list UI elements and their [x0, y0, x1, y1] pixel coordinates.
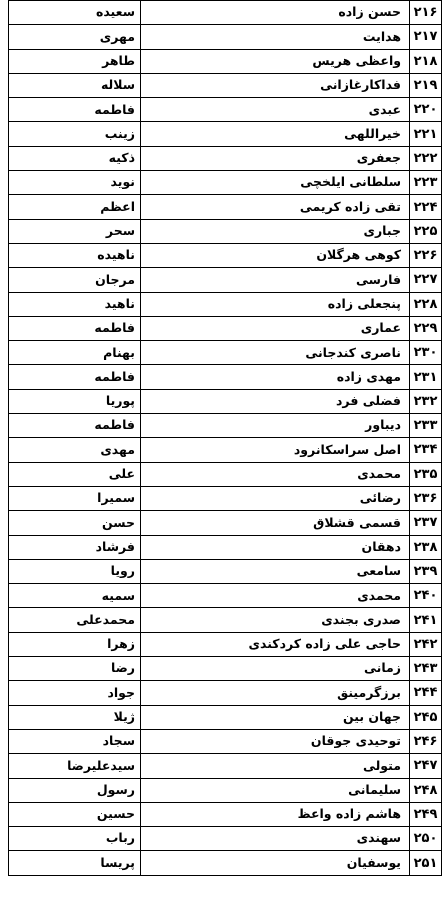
first-name-cell: نوید [9, 171, 141, 195]
last-name-cell: سلطانی ایلخچی [141, 171, 410, 195]
last-name-cell: دهقان [141, 535, 410, 559]
row-number-cell: ۲۳۱ [410, 365, 442, 389]
last-name-cell: ناصری کندجانی [141, 341, 410, 365]
table-row [9, 243, 442, 267]
table-row [9, 778, 442, 802]
table-row [9, 389, 442, 413]
first-name-cell: مهدی [9, 438, 141, 462]
last-name-cell: هدایت [141, 25, 410, 49]
table-row [9, 219, 442, 243]
table-row [9, 171, 442, 195]
last-name-cell: فارسی [141, 268, 410, 292]
first-name-cell: فاطمه [9, 98, 141, 122]
row-number-cell: ۲۴۴ [410, 681, 442, 705]
row-number-cell: ۲۲۱ [410, 122, 442, 146]
row-number-cell: ۲۱۸ [410, 49, 442, 73]
first-name-cell: بهنام [9, 341, 141, 365]
first-name-cell: جواد [9, 681, 141, 705]
last-name-cell: عماری [141, 316, 410, 340]
table-body [9, 1, 442, 876]
last-name-cell: فداکارغازانی [141, 73, 410, 97]
row-number-cell: ۲۲۷ [410, 268, 442, 292]
first-name-cell: سمیرا [9, 486, 141, 510]
first-name-cell: ذکیه [9, 146, 141, 170]
row-number-cell: ۲۱۷ [410, 25, 442, 49]
row-number-cell: ۲۳۲ [410, 389, 442, 413]
row-number-cell: ۲۲۳ [410, 171, 442, 195]
row-number-cell: ۲۴۰ [410, 584, 442, 608]
table-row [9, 146, 442, 170]
first-name-cell: حسین [9, 802, 141, 826]
first-name-cell: پریسا [9, 851, 141, 875]
first-name-cell: رویا [9, 559, 141, 583]
table-row [9, 414, 442, 438]
row-number-cell: ۲۲۶ [410, 243, 442, 267]
table-row [9, 122, 442, 146]
first-name-cell: سمیه [9, 584, 141, 608]
row-number-cell: ۲۱۹ [410, 73, 442, 97]
first-name-cell: محمدعلی [9, 608, 141, 632]
row-number-cell: ۲۲۰ [410, 98, 442, 122]
row-number-cell: ۲۲۲ [410, 146, 442, 170]
row-number-cell: ۲۳۸ [410, 535, 442, 559]
table-row [9, 1, 442, 25]
table-row [9, 584, 442, 608]
table-row [9, 438, 442, 462]
table-row [9, 851, 442, 875]
table-row [9, 511, 442, 535]
row-number-cell: ۲۴۲ [410, 632, 442, 656]
last-name-cell: محمدی [141, 584, 410, 608]
table-row [9, 827, 442, 851]
table-row [9, 195, 442, 219]
table-row [9, 462, 442, 486]
table-row [9, 632, 442, 656]
last-name-cell: جهان بین [141, 705, 410, 729]
last-name-cell: مهدی زاده [141, 365, 410, 389]
first-name-cell: زینب [9, 122, 141, 146]
row-number-cell: ۲۳۴ [410, 438, 442, 462]
row-number-cell: ۲۲۸ [410, 292, 442, 316]
row-number-cell: ۲۴۱ [410, 608, 442, 632]
last-name-cell: صدری بجندی [141, 608, 410, 632]
table-row [9, 49, 442, 73]
row-number-cell: ۲۳۵ [410, 462, 442, 486]
table-row [9, 705, 442, 729]
last-name-cell: واعظی هریس [141, 49, 410, 73]
row-number-cell: ۲۴۸ [410, 778, 442, 802]
last-name-cell: تقی زاده کریمی [141, 195, 410, 219]
row-number-cell: ۲۳۰ [410, 341, 442, 365]
row-number-cell: ۲۳۶ [410, 486, 442, 510]
table-row [9, 365, 442, 389]
first-name-cell: حسن [9, 511, 141, 535]
table-row [9, 25, 442, 49]
table-row [9, 802, 442, 826]
row-number-cell: ۲۱۶ [410, 1, 442, 25]
table-row [9, 754, 442, 778]
first-name-cell: رباب [9, 827, 141, 851]
last-name-cell: متولی [141, 754, 410, 778]
last-name-cell: جباری [141, 219, 410, 243]
table-row [9, 729, 442, 753]
row-number-cell: ۲۴۳ [410, 657, 442, 681]
first-name-cell: سجاد [9, 729, 141, 753]
table-row [9, 316, 442, 340]
last-name-cell: حسن زاده [141, 1, 410, 25]
table-row [9, 559, 442, 583]
first-name-cell: طاهر [9, 49, 141, 73]
last-name-cell: سلیمانی [141, 778, 410, 802]
last-name-cell: سهندی [141, 827, 410, 851]
last-name-cell: حاجی علی زاده کردکندی [141, 632, 410, 656]
first-name-cell: فاطمه [9, 316, 141, 340]
last-name-cell: برزگرمینق [141, 681, 410, 705]
row-number-cell: ۲۲۴ [410, 195, 442, 219]
first-name-cell: سیدعلیرضا [9, 754, 141, 778]
last-name-cell: عبدی [141, 98, 410, 122]
first-name-cell: اعظم [9, 195, 141, 219]
first-name-cell: رسول [9, 778, 141, 802]
table-row [9, 657, 442, 681]
table-row [9, 486, 442, 510]
table-row [9, 268, 442, 292]
last-name-cell: دیباور [141, 414, 410, 438]
table-row [9, 98, 442, 122]
first-name-cell: مرجان [9, 268, 141, 292]
table-row [9, 608, 442, 632]
last-name-cell: توحیدی جوقان [141, 729, 410, 753]
last-name-cell: زمانی [141, 657, 410, 681]
table-row [9, 681, 442, 705]
row-number-cell: ۲۴۹ [410, 802, 442, 826]
last-name-cell: سامعی [141, 559, 410, 583]
last-name-cell: اصل سراسکانرود [141, 438, 410, 462]
first-name-cell: ژیلا [9, 705, 141, 729]
last-name-cell: محمدی [141, 462, 410, 486]
table-row [9, 535, 442, 559]
row-number-cell: ۲۵۱ [410, 851, 442, 875]
row-number-cell: ۲۴۶ [410, 729, 442, 753]
last-name-cell: فضلی فرد [141, 389, 410, 413]
table-row [9, 341, 442, 365]
names-table [8, 0, 442, 876]
first-name-cell: سحر [9, 219, 141, 243]
first-name-cell: ناهید [9, 292, 141, 316]
last-name-cell: هاشم زاده واعظ [141, 802, 410, 826]
row-number-cell: ۲۲۹ [410, 316, 442, 340]
names-sheet [8, 0, 442, 876]
first-name-cell: رضا [9, 657, 141, 681]
first-name-cell: ناهیده [9, 243, 141, 267]
first-name-cell: فرشاد [9, 535, 141, 559]
table-row [9, 292, 442, 316]
row-number-cell: ۲۳۷ [410, 511, 442, 535]
last-name-cell: کوهی هرگلان [141, 243, 410, 267]
table-row [9, 73, 442, 97]
first-name-cell: زهرا [9, 632, 141, 656]
row-number-cell: ۲۵۰ [410, 827, 442, 851]
row-number-cell: ۲۴۵ [410, 705, 442, 729]
first-name-cell: علی [9, 462, 141, 486]
last-name-cell: پنجعلی زاده [141, 292, 410, 316]
row-number-cell: ۲۳۹ [410, 559, 442, 583]
first-name-cell: پوریا [9, 389, 141, 413]
first-name-cell: مهری [9, 25, 141, 49]
first-name-cell: سلاله [9, 73, 141, 97]
row-number-cell: ۲۴۷ [410, 754, 442, 778]
row-number-cell: ۲۳۳ [410, 414, 442, 438]
last-name-cell: یوسفیان [141, 851, 410, 875]
last-name-cell: رضائی [141, 486, 410, 510]
first-name-cell: فاطمه [9, 414, 141, 438]
last-name-cell: خیراللهی [141, 122, 410, 146]
last-name-cell: جعفری [141, 146, 410, 170]
last-name-cell: قسمی قشلاق [141, 511, 410, 535]
row-number-cell: ۲۲۵ [410, 219, 442, 243]
first-name-cell: سعیده [9, 1, 141, 25]
first-name-cell: فاطمه [9, 365, 141, 389]
